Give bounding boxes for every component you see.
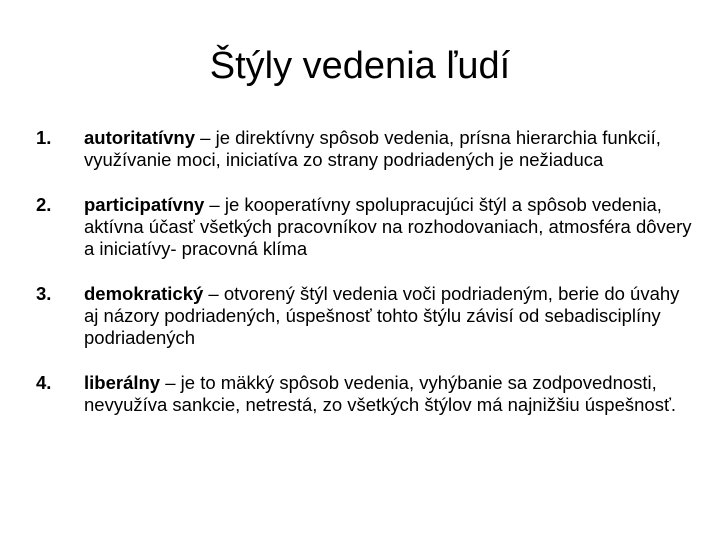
list-item-number: 1. — [36, 127, 52, 148]
list-item-number: 3. — [36, 283, 52, 304]
list-item — [36, 283, 696, 349]
list-item — [36, 372, 696, 416]
list-item-body — [84, 194, 696, 260]
list-item-term: demokratický — [84, 283, 204, 304]
numbered-list — [36, 127, 696, 416]
list-item — [36, 127, 696, 171]
list-item-number: 2. — [36, 194, 52, 215]
list-item-body — [84, 127, 696, 171]
slide-title: Štýly vedenia ľudí — [209, 45, 511, 87]
list-item-body — [84, 372, 696, 416]
list-item-body — [84, 283, 696, 349]
list-item-term: autoritatívny — [84, 127, 196, 148]
list-item-text: – je direktívny spôsob vedenia, prísna hierarchia funkcií, využívanie moci, iniciatíva zo strany podriadených je nežiaduca — [84, 127, 661, 170]
list-item-term: liberálny — [84, 372, 161, 393]
list-item-text: – je kooperatívny spolupracujúci štýl a spôsob vedenia, aktívna účasť všetkých pracovníkov na rozhodovaniach, atmosféra dôvery a iniciatívy- pracovná klíma — [84, 194, 692, 259]
list-item-term: participatívny — [84, 194, 205, 215]
list-item-text: – otvorený štýl vedenia voči podriadeným, berie do úvahy aj názory podriadených, úspešnosť tohto štýlu závisí od sebadisciplíny podriadených — [84, 283, 680, 348]
list-item — [36, 194, 696, 260]
list-item-number: 4. — [36, 372, 52, 393]
list-item-text: – je to mäkký spôsob vedenia, vyhýbanie sa zodpovednosti, nevyužíva sankcie, netrestá, zo všetkých štýlov má najnižšiu úspešnosť. — [84, 372, 677, 415]
